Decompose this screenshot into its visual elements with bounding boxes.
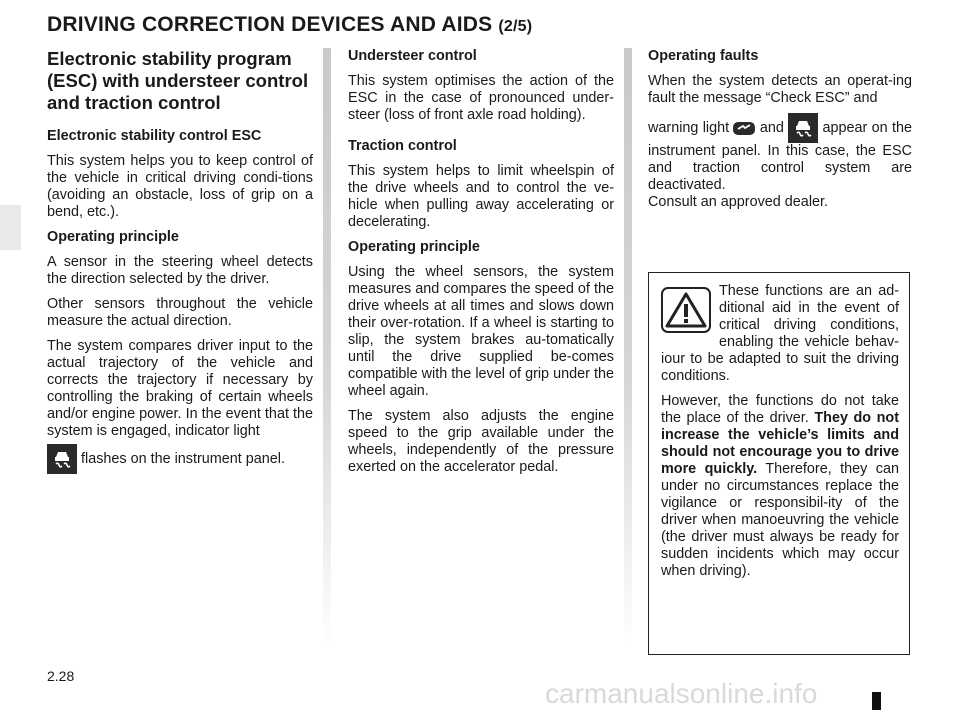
subheading-understeer: Understeer control — [348, 48, 477, 64]
service-warning-icon — [733, 122, 755, 135]
paragraph: Other sensors throughout the vehicle measure the actual direction. — [47, 296, 313, 329]
title-part: (2/5) — [498, 18, 533, 35]
paragraph: The system also adjusts the engine speed to the grip available under the wheels, independently of the pressure exerted on the accelerator pedal. — [348, 408, 614, 475]
warning-light-text: warning light — [648, 119, 730, 136]
title-text: DRIVING CORRECTION DEVICES AND AIDS — [47, 13, 493, 36]
paragraph: When the system detects an operat-ing fault the message “Check ESC” and — [648, 73, 912, 106]
warning-emphasis: They do not increase the vehicle’s limits and should not encourage you to drive more quickly. — [661, 410, 899, 477]
subheading-esc: Electronic stability control ESC — [47, 128, 262, 144]
subheading-traction: Traction control — [348, 138, 457, 154]
warning-triangle-icon — [661, 287, 711, 333]
warning-text: However, the functions do not take the place of the driver. — [661, 393, 899, 426]
paragraph: This system helps you to keep control of the vehicle in critical driving condi-tions (avoiding an obstacle, loss of grip on a bend, etc.). — [47, 153, 313, 220]
page-title — [47, 13, 532, 37]
subheading-operating-principle: Operating principle — [47, 229, 179, 245]
and-text: and — [759, 119, 784, 136]
subheading-operating-faults: Operating faults — [648, 48, 759, 64]
appear-text: appear on the instrument panel. In this case, the ESC and traction control system are deactivated. — [648, 119, 913, 193]
watermark: carmanualsonline.info — [545, 678, 818, 709]
column-3 — [648, 48, 912, 219]
warning-box — [648, 272, 910, 655]
paragraph — [648, 113, 912, 194]
page-number: 2.28 — [47, 668, 75, 684]
corner-mark — [872, 692, 881, 710]
paragraph: A sensor in the steering wheel detects the direction selected by the driver. — [47, 254, 313, 287]
column-2 — [348, 48, 614, 484]
esc-light-icon — [47, 444, 77, 474]
esc-light-icon — [788, 113, 818, 143]
section-heading: Electronic stability program (ESC) with understeer control and traction control — [47, 48, 309, 113]
paragraph: This system optimises the action of the ESC in the case of pronounced under-steer (loss of front axle road holding). — [348, 73, 614, 123]
paragraph: Consult an approved dealer. — [648, 194, 829, 210]
section-tab — [0, 205, 21, 250]
warning-paragraph: These functions are an ad-ditional aid in the event of critical driving conditions, enabling the vehicle behav-iour to be adapted to suit the driving conditions. — [661, 283, 899, 384]
paragraph: Using the wheel sensors, the system measures and compares the speed of the drive wheels at all times and slows down their over-rotation. If a wheel is starting to slip, the system brakes au-tomatically until the drive supplied be-comes compatible with the level of grip under the wheel again. — [348, 264, 614, 399]
indicator-text: flashes on the instrument panel. — [81, 450, 285, 467]
column-divider — [624, 48, 632, 648]
warning-paragraph — [661, 393, 899, 580]
column-1 — [47, 48, 313, 474]
warning-text: Therefore, they can under no circumstances replace the vigilance or responsibil-ity of the driver when manoeuvring the vehicle (the driver must always be ready for sudden incidents which may occur when driving). — [661, 461, 899, 579]
subheading-operating-principle: Operating principle — [348, 239, 480, 255]
paragraph: This system helps to limit wheelspin of the drive wheels and to control the ve-hicle when pulling away accelerating or decelerating. — [348, 163, 614, 230]
paragraph: The system compares driver input to the actual trajectory of the vehicle and corrects the trajectory if necessary by controlling the braking of certain wheels and/or engine power. In the event that the system is engaged, indicator light — [47, 338, 313, 439]
column-divider — [323, 48, 331, 648]
indicator-line — [47, 444, 313, 474]
